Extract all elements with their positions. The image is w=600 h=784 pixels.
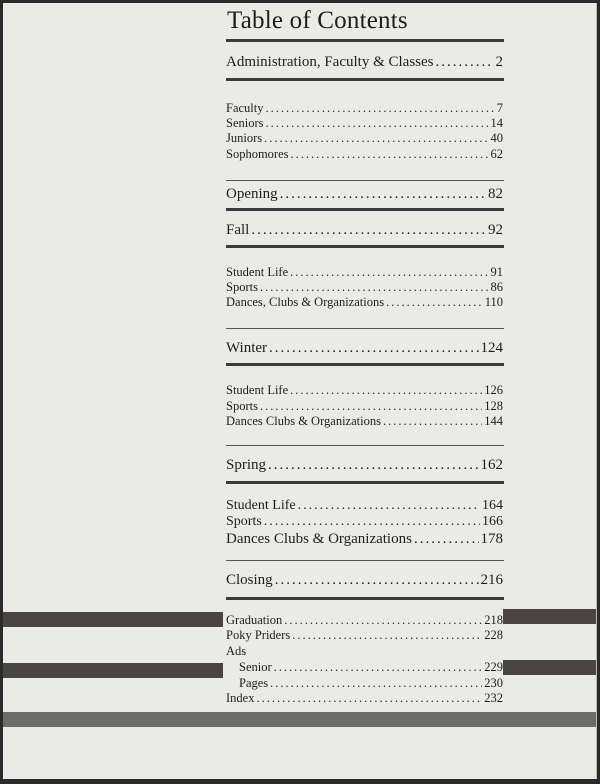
toc-entry (239, 676, 503, 691)
entry-page: 124 (480, 340, 503, 356)
entry-label: Administration, Faculty & Classes (226, 54, 434, 70)
entry-page: 62 (490, 147, 503, 161)
entry-page: 128 (484, 399, 503, 413)
toc-entry (226, 531, 503, 548)
toc-entry (226, 340, 503, 357)
toc-entry (226, 383, 503, 398)
toc-entry (226, 101, 503, 116)
toc-entry (226, 295, 503, 310)
toc-entry (226, 222, 503, 239)
divider (226, 363, 504, 366)
entry-page: 164 (482, 498, 503, 513)
entry-page: 92 (488, 222, 503, 238)
dot-leader (284, 613, 482, 628)
dot-leader (274, 660, 483, 675)
page-title: Table of Contents (227, 7, 408, 34)
divider (226, 245, 504, 248)
entry-label: Juniors (226, 131, 263, 145)
entry-label: Opening (226, 186, 278, 202)
entry-page: 228 (484, 628, 503, 642)
dot-leader (280, 186, 486, 203)
entry-label: Index (226, 691, 255, 705)
entry-page: 218 (484, 613, 503, 627)
decorative-band (503, 609, 596, 624)
entry-page: 230 (484, 676, 503, 690)
entry-page: 7 (496, 101, 503, 115)
toc-entry (226, 613, 503, 628)
entry-page: 2 (495, 54, 503, 70)
entry-page: 82 (488, 186, 503, 202)
toc-entry (226, 186, 503, 203)
dot-leader (386, 295, 483, 310)
dot-leader (264, 514, 480, 530)
entry-label: Sports (226, 399, 258, 413)
toc-entry (226, 514, 503, 530)
toc-entry (226, 399, 503, 414)
entry-page: 40 (490, 131, 503, 145)
decorative-band (3, 612, 223, 627)
entry-label: Sports (226, 280, 258, 294)
toc-entry (226, 457, 503, 474)
entry-page: 232 (484, 691, 503, 705)
divider (226, 445, 504, 446)
entry-label: Pages (239, 676, 269, 690)
entry-label: Dances Clubs & Organizations (226, 531, 412, 547)
dot-leader (292, 628, 482, 643)
entry-label: Graduation (226, 613, 283, 627)
dot-leader (264, 131, 488, 146)
toc-entry (226, 131, 503, 146)
dot-leader (290, 383, 482, 398)
dot-leader (266, 101, 495, 116)
entry-label: Dances Clubs & Organizations (226, 414, 381, 428)
toc-entry (226, 116, 503, 131)
entry-page: 216 (480, 572, 503, 588)
toc-entry (226, 147, 503, 162)
entry-page: 91 (490, 265, 503, 279)
decorative-band (3, 663, 223, 678)
entry-label: Sports (226, 514, 262, 529)
toc-entry (226, 644, 503, 659)
entry-label: Student Life (226, 498, 296, 513)
entry-label: Sophomores (226, 147, 289, 161)
entry-page: 166 (482, 514, 503, 529)
entry-label: Poky Priders (226, 628, 291, 642)
divider (226, 180, 504, 181)
entry-label: Senior (239, 660, 272, 674)
toc-entry (226, 691, 503, 706)
dot-leader (266, 116, 489, 131)
divider (226, 481, 504, 484)
toc-entry (226, 414, 503, 429)
toc-entry (226, 628, 503, 643)
dot-leader (436, 54, 494, 71)
divider (226, 39, 504, 42)
entry-label: Closing (226, 572, 273, 588)
divider (226, 208, 504, 211)
toc-entry (226, 498, 503, 514)
toc-entry (226, 54, 503, 71)
yearbook-page (3, 3, 597, 779)
entry-page: 178 (480, 531, 503, 547)
dot-leader (291, 147, 489, 162)
entry-label: Seniors (226, 116, 264, 130)
dot-leader (290, 265, 488, 280)
dot-leader (414, 531, 479, 548)
entry-page: 162 (480, 457, 503, 473)
toc-entry (226, 280, 503, 295)
entry-page: 86 (490, 280, 503, 294)
entry-page: 110 (484, 295, 503, 309)
dot-leader (251, 222, 486, 239)
entry-label: Winter (226, 340, 268, 356)
divider (226, 597, 504, 600)
entry-page: 144 (484, 414, 503, 428)
entry-label: Faculty (226, 101, 264, 115)
entry-label: Student Life (226, 265, 289, 279)
entry-page: 229 (484, 660, 503, 674)
dot-leader (256, 691, 482, 706)
entry-label: Spring (226, 457, 267, 473)
entry-label: Ads (226, 644, 247, 658)
entry-label: Fall (226, 222, 250, 238)
decorative-band (503, 660, 596, 675)
dot-leader (383, 414, 482, 429)
toc-entry (226, 572, 503, 589)
dot-leader (260, 399, 482, 414)
divider (226, 560, 504, 561)
entry-label: Dances, Clubs & Organizations (226, 295, 385, 309)
dot-leader (268, 457, 478, 474)
toc-entry (239, 660, 503, 675)
dot-leader (269, 340, 478, 357)
toc-entry (226, 265, 503, 280)
divider (226, 328, 504, 329)
dot-leader (275, 572, 479, 589)
entry-label: Student Life (226, 383, 289, 397)
dot-leader (270, 676, 482, 691)
entry-page: 14 (490, 116, 503, 130)
decorative-band (3, 712, 596, 727)
divider (226, 78, 504, 81)
entry-page: 126 (484, 383, 503, 397)
dot-leader (298, 498, 480, 514)
dot-leader (260, 280, 489, 295)
